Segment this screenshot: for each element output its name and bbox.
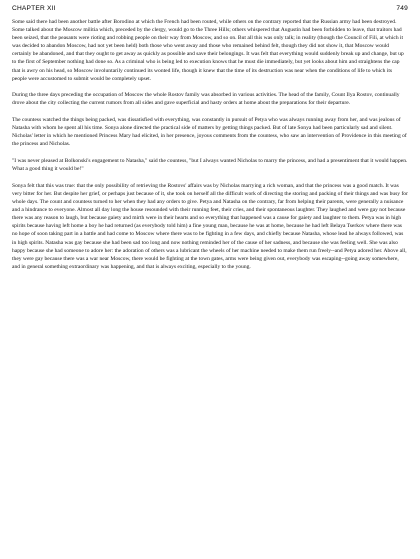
paragraph: Some said there had been another battle after Borodino at which the French had been routed, while others on the contrary reported that the Russian army had been destroyed. Some talked about the Moscow militia which, preceded by the clergy, would go to the Three Hills; others whispered that Augustin had been forbidden to leave, that traitors had been seized, that the peasants were rioting and robbing people on their way from Moscow, and so on. But all this was only talk; in reality (though the Council of Fili, at which it was decided to abandon Moscow, had not yet been held) both those who went away and those who remained behind felt, though they did not show it, that Moscow would certainly be abandoned, and that they ought to get away as quickly as possible and save their belongings. It was felt that everything would suddenly break up and change, but up to the first of September nothing had done so. As a criminal who is being led to execution knows that he must die immediately, but yet looks about him and straightens the cap that is awry on his head, so Moscow involuntarily continued its wonted life, though it knew that the time of its destruction was near when the conditions of life to which its people were accustomed to submit would be completely upset. [12, 19, 404, 82]
paragraph: During the three days preceding the occupation of Moscow the whole Rostov family was absorbed in various activities. The head of the family, Count Ilya Rostov, continually drove about the city collecting the current rumors from all sides and gave superficial and hasty orders at home about the preparations for their departure. [12, 92, 400, 107]
paragraph: Sonya felt that this was true: that the only possibility of retrieving the Rostovs' affairs was by Nicholas marrying a rich woman, and that the princess was a good match. It was very bitter for her. But despite her grief, or perhaps just because of it, she took on herself all the difficult work of directing the storing and packing of their things and was busy for whole days. The count and countess turned to her when they had any orders to give. Petya and Natasha on the contrary, far from helping their parents, were generally a nuisance and a hindrance to everyone. Almost all day long the house resounded with their running feet, their cries, and their spontaneous laughter. They laughed and were gay not because there was any reason to laugh, but because gaiety and mirth were in their hearts and so everything that happened was a cause for gaiety and laughter to them. Petya was in high spirits because having left home a boy he had returned (as everybody told him) a fine young man, because he was at home, because he had left Belaya Tserkov where there was no hope of soon taking part in a battle and had come to Moscow where there was to be fighting in a few days, and chiefly because Natasha, whose lead he always followed, was in high spirits. Natasha was gay because she had been sad too long and now nothing reminded her of the cause of her sadness, and because she was feeling well. She was also happy because she had someone to adore her: the adoration of others was a lubricant the wheels of her machine needed to make them run freely--and Petya adored her. Above all, they were gay because there was a war near Moscow, there would be fighting at the town gates, arms were being given out, everybody was escaping--going away somewhere, and in general something extraordinary was happening, and that is always exciting, especially to the young. [12, 182, 408, 270]
chapter-title: CHAPTER XII [12, 5, 56, 12]
body-text [12, 18, 408, 271]
paragraph: "I was never pleased at Bolkonski's engagement to Natasha," said the countess, "but I always wanted Nicholas to marry the princess, and had a presentiment that it would happen. What a good thing it would be!" [12, 158, 408, 173]
page-number: 749 [396, 5, 408, 12]
running-header [12, 5, 408, 12]
paragraph: The countess watched the things being packed, was dissatisfied with everything, was constantly in pursuit of Petya who was always running away from her, and was jealous of Natasha with whom he spent all his time. Sonya alone directed the practical side of matters by getting things packed. But of late Sonya had been particularly sad and silent. Nicholas' letter in which he mentioned Princess Mary had elicited, in her presence, joyous comments from the countess, who saw an intervention of Providence in this meeting of the princess and Nicholas. [12, 117, 407, 148]
